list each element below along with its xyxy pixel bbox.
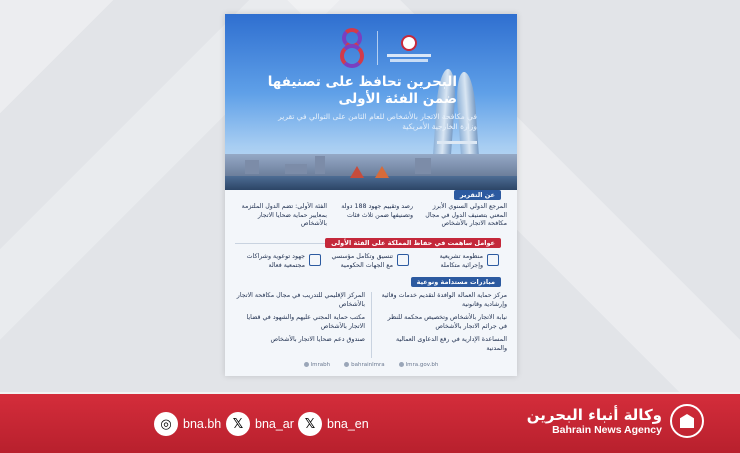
section-factors: عوامل ساهمت في حفاظ المملكة على الفئة الأولى (325, 238, 501, 248)
coordination-icon (397, 254, 409, 266)
initiative-right-2: نيابة الاتجار بالأشخاص وتخصيص محكمة للنظر في جرائم الاتجار بالأشخاص (387, 314, 507, 330)
news-agency-bar (0, 392, 740, 453)
poster-title: البحرين تحافظ على تصنيفها ضمن الفئة الأولى (267, 74, 457, 107)
awareness-icon (309, 254, 321, 266)
section-initiatives: مبادرات مستدامة ونوعية (411, 277, 501, 287)
report-item-2: رصد وتقييم جهود 188 دولة وتصنيفها ضمن ثلاث فئات (341, 203, 413, 219)
agency-name-en: Bahrain News Agency (552, 424, 662, 436)
initiative-left-1: المركز الإقليمي للتدريب في مجال مكافحة الاتجار بالأشخاص (236, 292, 365, 308)
report-item-3: الفئة الأولى: تضم الدول الملتزمة بمعايير حماية ضحايا الاتجار بالأشخاص (241, 203, 327, 227)
footer-link[interactable]: lmrabh (304, 362, 331, 368)
x-icon: 𝕏 (226, 412, 250, 436)
social-handle: bna_en (327, 417, 369, 431)
social-x-ar[interactable] (226, 412, 294, 436)
initiative-right-1: مركز حماية العمالة الوافدة لتقديم خدمات وقائية وإرشادية وقانونية (381, 292, 507, 308)
campaign-logo-icon (335, 28, 369, 68)
lmra-logo-icon (386, 35, 432, 62)
poster-hero (225, 14, 517, 190)
initiative-left-3: صندوق دعم ضحايا الاتجار بالأشخاص (270, 336, 365, 343)
social-handle: bna.bh (183, 417, 222, 431)
poster-footer-links (225, 362, 517, 368)
footer-link[interactable]: lmra.gov.bh (399, 362, 439, 368)
legislation-icon (487, 254, 499, 266)
x-icon: 𝕏 (298, 412, 322, 436)
infographic-poster (225, 14, 517, 376)
section-about-report: عن التقرير (454, 190, 501, 200)
logo-divider (377, 31, 378, 65)
agency-name-ar: وكالة أنباء البحرين (526, 406, 662, 424)
globe-icon: ◎ (154, 412, 178, 436)
initiative-left-2: مكتب حماية المجني عليهم والشهود في قضايا الاتجار بالأشخاص (246, 314, 365, 330)
factor-item-3: جهود توعوية وشراكات مجتمعية فعالة (246, 253, 305, 269)
city-skyline-image (225, 154, 517, 190)
poster-logos (335, 28, 432, 68)
poster-subtitle: في مكافحة الاتجار بالأشخاص للعام الثامن على التوالي في تقرير وزارة الخارجية الأمريكية (278, 112, 477, 131)
social-website[interactable] (154, 412, 221, 436)
column-divider (371, 292, 372, 358)
footer-link[interactable]: bahrainlmra (344, 362, 385, 368)
social-x-en[interactable] (298, 412, 369, 436)
factor-item-1: منظومة تشريعية وإجرائية متكاملة (439, 253, 483, 269)
report-item-1: المرجع الدولي السنوي الأبرز المعني بتصنيف الدول في مجال مكافحة الاتجار بالأشخاص (425, 203, 507, 227)
bna-logo-icon (670, 404, 704, 438)
social-handle: bna_ar (255, 417, 294, 431)
factor-item-2: تنسيق وتكامل مؤسسي مع الجهات الحكومية (331, 253, 393, 269)
initiative-right-3: المساعدة الإدارية في رفع الدعاوى العمالية والمدنية (395, 336, 507, 352)
agency-brand (527, 404, 704, 438)
